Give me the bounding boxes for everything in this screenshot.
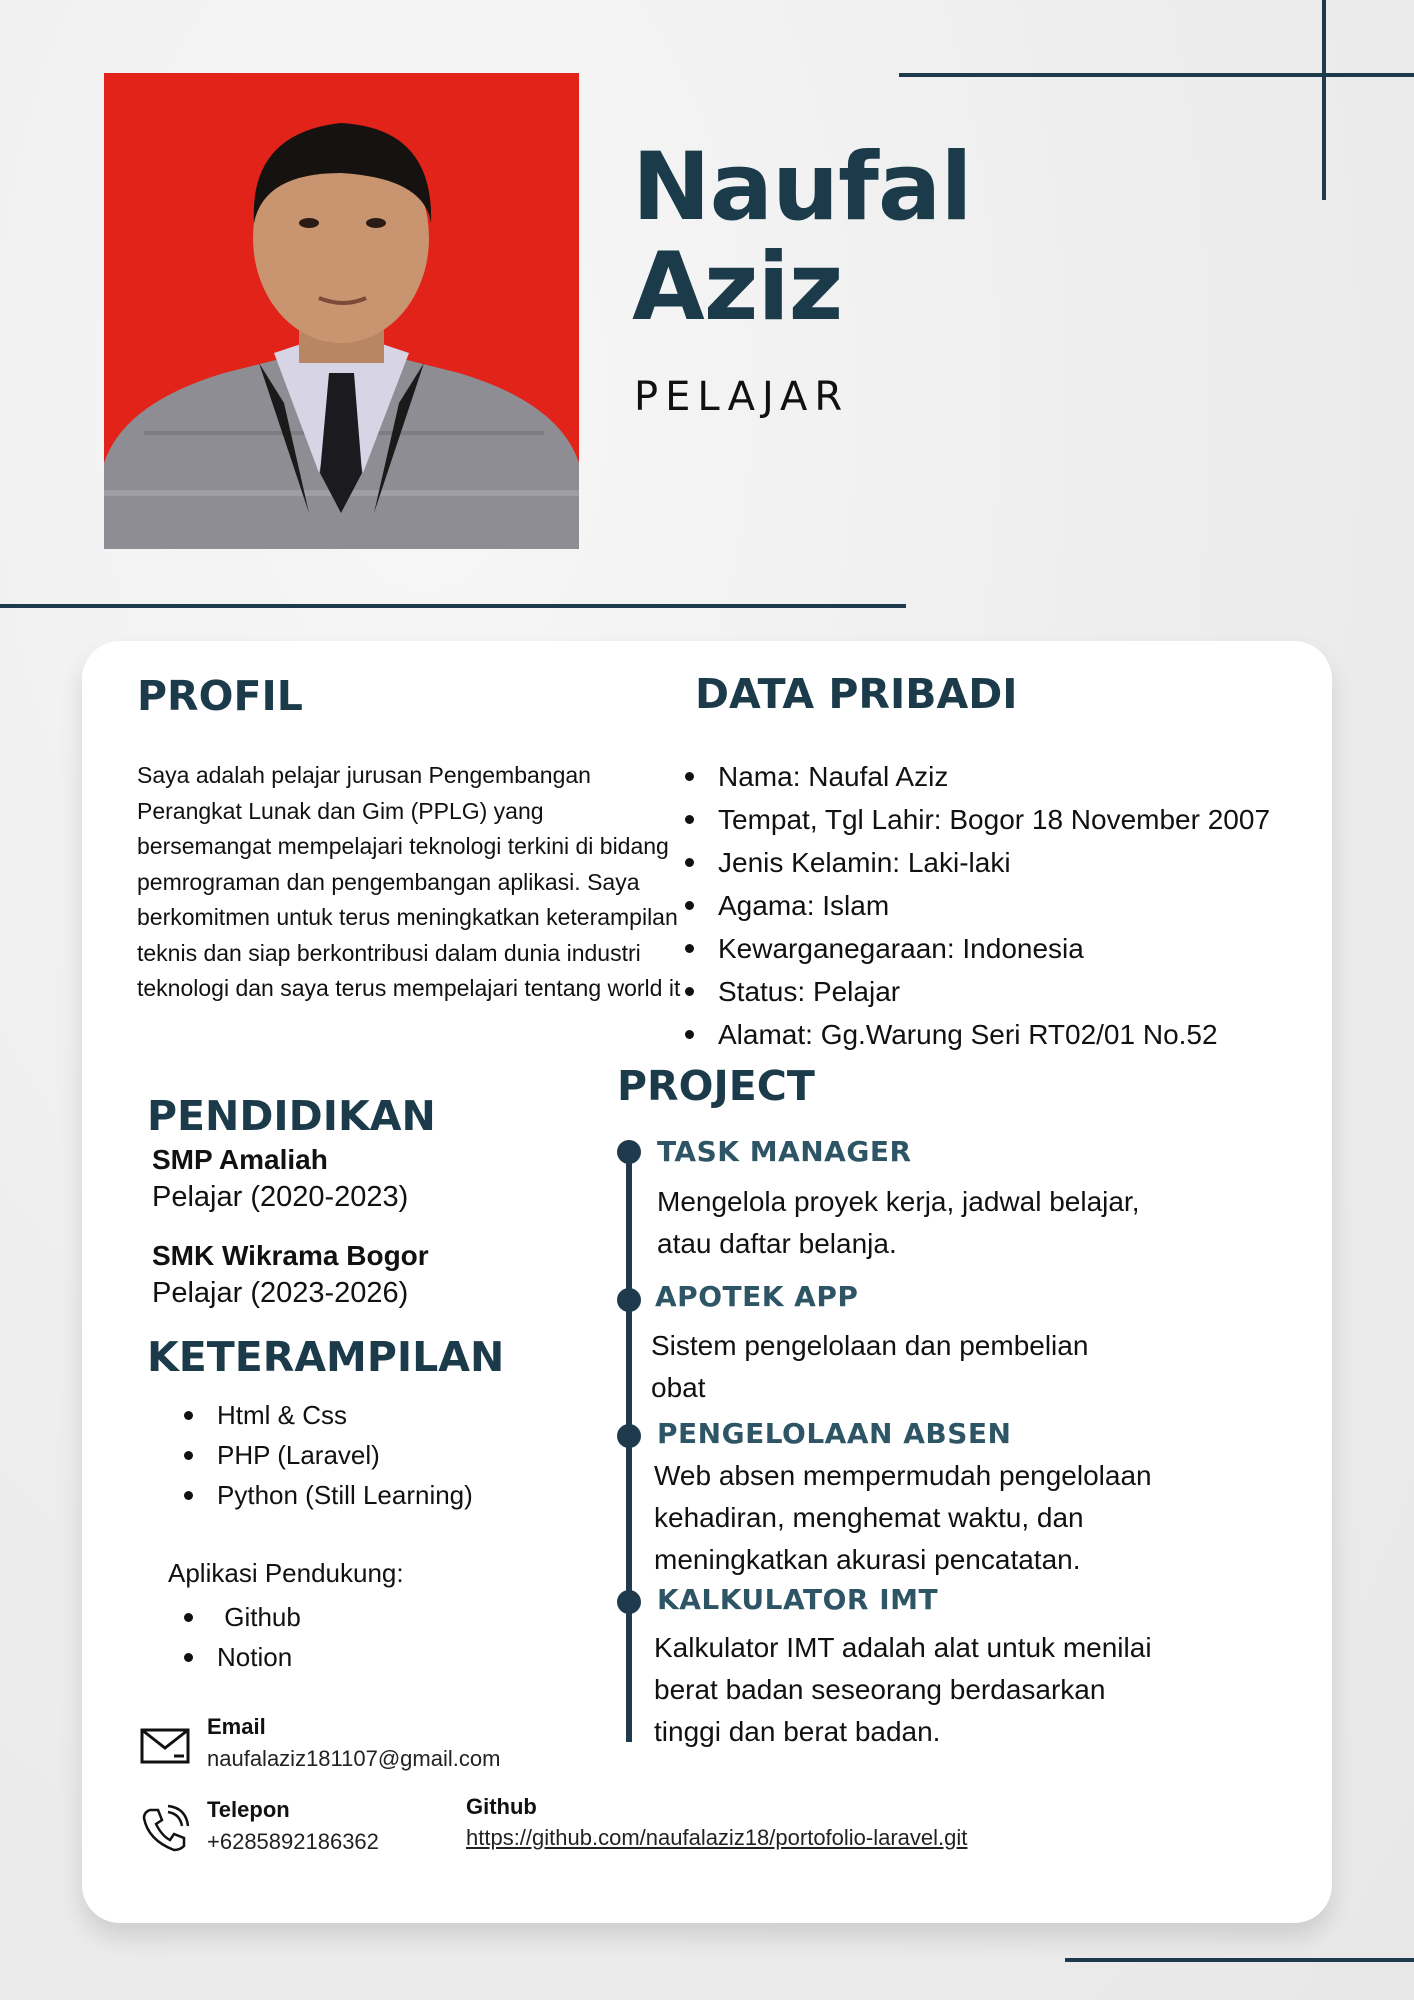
timeline-dot (617, 1288, 641, 1312)
project-description-line: atau daftar belanja. (657, 1228, 897, 1259)
candidate-role: PELAJAR (634, 374, 850, 420)
decor-line-top-right (899, 73, 1414, 77)
list-item: Python (Still Learning) (184, 1475, 473, 1515)
email-label: Email (207, 1714, 266, 1739)
personal-data-list (685, 755, 1270, 1056)
profile-heading: PROFIL (137, 672, 303, 720)
email-link[interactable]: naufalaziz181107@gmail.com (207, 1746, 501, 1771)
education-period: Pelajar (2023-2026) (152, 1277, 409, 1309)
project-title: APOTEK APP (655, 1280, 859, 1313)
education-school: SMP Amaliah (152, 1144, 328, 1175)
project-description (657, 1181, 1140, 1265)
list-item: Jenis Kelamin: Laki-laki (685, 841, 1270, 884)
apps-label: Aplikasi Pendukung: (168, 1558, 404, 1588)
project-title: TASK MANAGER (657, 1135, 912, 1168)
profile-text: Saya adalah pelajar jurusan Pengembangan Perangkat Lunak dan Gim (PPLG) yang bersemangat mempelajari teknologi terkini di bidang pemrograman dan pengembangan aplikasi. Saya berkomitmen untuk terus meningkatkan keterampilan teknis dan siap berkontribusi dalam dunia industri teknologi dan saya terus mempelajari tentang world it (137, 762, 681, 1001)
personal-data-heading: DATA PRIBADI (695, 670, 1018, 718)
education-school: SMK Wikrama Bogor (152, 1240, 429, 1271)
project-description-line: tinggi dan berat badan. (654, 1716, 941, 1747)
email-icon (140, 1726, 190, 1766)
project-description-line: berat badan seseorang berdasarkan (654, 1674, 1106, 1705)
project-description (654, 1455, 1152, 1581)
github-label: Github (466, 1794, 537, 1819)
education-heading: PENDIDIKAN (147, 1092, 436, 1140)
decor-line-vertical (1322, 0, 1326, 200)
phone-label: Telepon (207, 1797, 290, 1822)
list-item: Agama: Islam (685, 884, 1270, 927)
timeline-dot (617, 1590, 641, 1614)
project-heading: PROJECT (617, 1062, 815, 1110)
project-description-line: obat (651, 1372, 706, 1403)
project-description-line: kehadiran, menghemat waktu, dan (654, 1502, 1084, 1533)
timeline-dot (617, 1424, 641, 1448)
last-name: Aziz (632, 233, 843, 342)
project-description-line: Web absen mempermudah pengelolaan (654, 1460, 1152, 1491)
timeline-dot (617, 1140, 641, 1164)
list-item: Alamat: Gg.Warung Seri RT02/01 No.52 (685, 1013, 1270, 1056)
project-description-line: Sistem pengelolaan dan pembelian (651, 1330, 1089, 1361)
decor-line-middle (0, 604, 906, 608)
list-item: Nama: Naufal Aziz (685, 755, 1270, 798)
project-description-line: Kalkulator IMT adalah alat untuk menilai (654, 1632, 1152, 1663)
list-item: PHP (Laravel) (184, 1435, 473, 1475)
list-item: Github (184, 1597, 301, 1637)
github-link[interactable]: https://github.com/naufalaziz18/portofolio-laravel.git (466, 1825, 968, 1850)
education-period: Pelajar (2020-2023) (152, 1181, 409, 1213)
phone-icon (140, 1804, 190, 1854)
apps-list (184, 1597, 301, 1677)
project-description-line: Mengelola proyek kerja, jadwal belajar, (657, 1186, 1140, 1217)
list-item: Kewarganegaraan: Indonesia (685, 927, 1270, 970)
project-title: PENGELOLAAN ABSEN (657, 1417, 1012, 1450)
profile-photo (104, 73, 579, 549)
skills-heading: KETERAMPILAN (147, 1333, 505, 1381)
list-item: Notion (184, 1637, 301, 1677)
project-description (654, 1627, 1152, 1753)
project-description-line: meningkatkan akurasi pencatatan. (654, 1544, 1081, 1575)
project-title: KALKULATOR IMT (657, 1583, 939, 1616)
list-item: Html & Css (184, 1395, 473, 1435)
list-item: Tempat, Tgl Lahir: Bogor 18 November 2007 (685, 798, 1270, 841)
project-description (651, 1325, 1088, 1409)
candidate-name (632, 133, 972, 342)
first-name: Naufal (632, 133, 972, 242)
decor-line-bottom (1065, 1958, 1414, 1962)
phone-number: +6285892186362 (207, 1829, 379, 1854)
list-item: Status: Pelajar (685, 970, 1270, 1013)
skills-list (184, 1395, 473, 1515)
